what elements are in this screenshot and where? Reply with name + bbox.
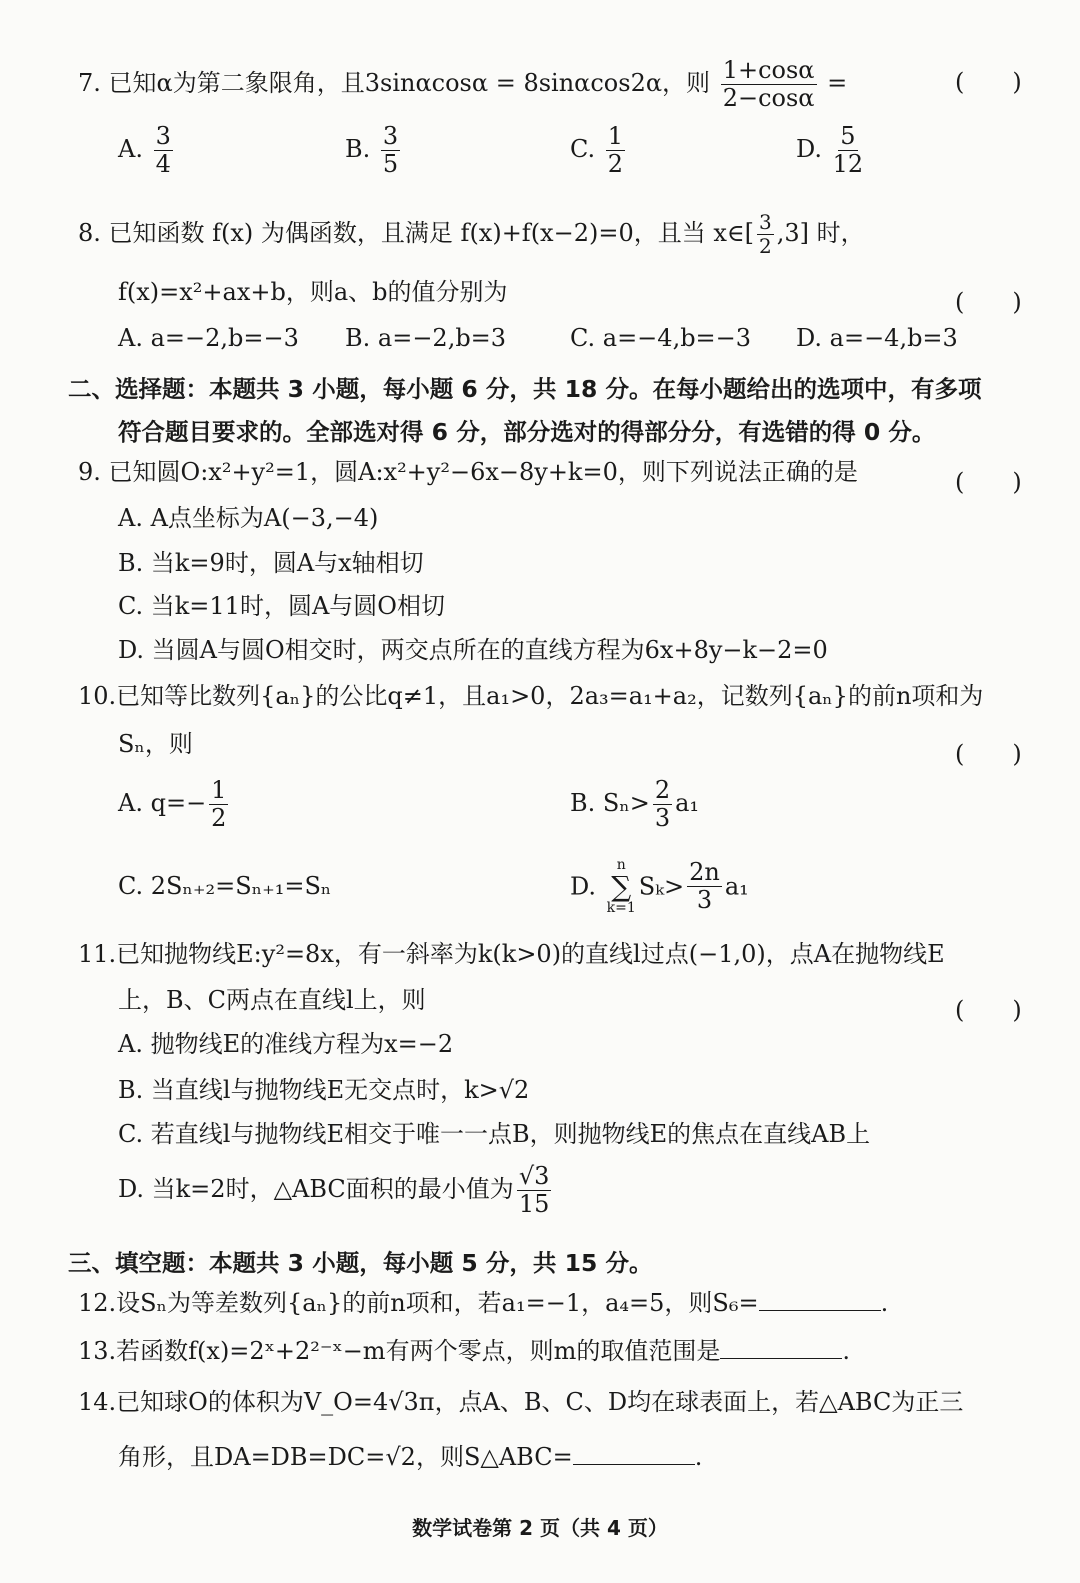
q10-sum-symbol: ∑ xyxy=(611,869,632,903)
q8-answer-paren: ( ) xyxy=(955,288,1022,316)
q7-c-num: 1 xyxy=(607,122,624,150)
q11-line2: 上，B、C两点在直线l上，则 xyxy=(118,986,426,1014)
q10-d-sum xyxy=(607,858,636,915)
q7-option-a-label: A. xyxy=(118,135,143,164)
q13-line xyxy=(78,1338,850,1363)
q8-option-b: B. a=−2,b=3 xyxy=(345,324,507,352)
q8-stem-a: 8. 已知函数 f(x) 为偶函数，且满足 f(x)+f(x−2)=0，且当 x∈[ xyxy=(78,219,755,247)
q8-stem-line xyxy=(78,212,865,257)
q7-option-c-label: C. xyxy=(570,135,596,164)
q14-line2 xyxy=(118,1444,702,1469)
q10-b-num: 2 xyxy=(654,776,671,804)
q11-stem: 11.已知抛物线E:y²=8x，有一斜率为k(k>0)的直线l过点(−1,0)，点A在抛物线E xyxy=(78,940,945,968)
q11-option-d xyxy=(118,1164,554,1217)
q7-a-num: 3 xyxy=(155,122,171,150)
q11-d-pre: D. 当k=2时，△ABC面积的最小值为 xyxy=(118,1175,514,1204)
q11-d-den: 15 xyxy=(518,1190,550,1219)
q13-text: 13.若函数f(x)=2ˣ+2²⁻ˣ−m有两个零点，则m的取值范围是 xyxy=(78,1337,721,1365)
q10-d-mid: Sₖ> xyxy=(638,872,685,901)
q10-a-den: 2 xyxy=(211,804,227,833)
q14-end: . xyxy=(694,1443,703,1471)
q7-a-den: 4 xyxy=(155,150,171,179)
q8-frac-den: 2 xyxy=(759,234,772,258)
q7-option-d-label: D. xyxy=(796,135,823,164)
q9-option-b: B. 当k=9时，圆A与x轴相切 xyxy=(118,549,424,577)
q10-b-den: 3 xyxy=(654,804,671,833)
q7-frac-den: 2−cosα xyxy=(722,84,815,113)
q14-line1: 14.已知球O的体积为V_O=4√3π，点A、B、C、D均在球表面上，若△ABC为正三 xyxy=(78,1388,964,1416)
q9-option-c: C. 当k=11时，圆A与圆O相切 xyxy=(118,592,445,620)
q7-stem-line xyxy=(78,58,847,111)
q8-line2: f(x)=x²+ax+b，则a、b的值分别为 xyxy=(118,278,508,306)
q12-answer-blank[interactable] xyxy=(759,1290,881,1311)
q10-d-pre: D. xyxy=(570,872,597,901)
q14-text: 角形，且DA=DB=DC=√2，则S△ABC= xyxy=(118,1443,573,1471)
q10-sum-top: n xyxy=(616,857,626,873)
q9-option-d: D. 当圆A与圆O相交时，两交点所在的直线方程为6x+8y−k−2=0 xyxy=(118,636,828,664)
page-footer: 数学试卷第 2 页（共 4 页） xyxy=(412,1516,668,1540)
q8-option-a: A. a=−2,b=−3 xyxy=(118,324,299,352)
q10-d-post: a₁ xyxy=(724,872,749,901)
q7-d-num: 5 xyxy=(840,122,856,150)
q8-fraction xyxy=(757,212,774,257)
q7-d-den: 12 xyxy=(832,150,864,179)
q10-stem: 10.已知等比数列{aₙ}的公比q≠1，且a₁>0，2a₃=a₁+a₂，记数列{aₙ}的前n项和为 xyxy=(78,682,984,710)
q7-b-num: 3 xyxy=(382,122,399,150)
q9-option-a: A. A点坐标为A(−3,−4) xyxy=(118,504,379,532)
q10-d-frac xyxy=(687,860,722,913)
q7-b-den: 5 xyxy=(382,150,399,179)
q10-b-pre: B. Sₙ> xyxy=(570,789,650,818)
q8-frac-num: 3 xyxy=(759,210,772,234)
q11-d-num: √3 xyxy=(518,1162,550,1190)
q7-stem: 7. 已知α为第二象限角，且3sinαcosα = 8sinαcos2α，则 xyxy=(78,69,711,98)
q10-line2: Sₙ，则 xyxy=(118,730,193,758)
q10-option-a xyxy=(118,778,231,831)
q7-option-d-frac xyxy=(833,124,864,177)
q11-answer-paren: ( ) xyxy=(955,996,1022,1024)
q13-answer-blank[interactable] xyxy=(720,1338,842,1359)
q7-option-c xyxy=(570,124,628,177)
q10-a-frac xyxy=(209,778,228,831)
q11-option-b: B. 当直线l与抛物线E无交点时，k>√2 xyxy=(118,1076,530,1104)
q11-option-a: A. 抛物线E的准线方程为x=−2 xyxy=(118,1030,454,1058)
q10-answer-paren: ( ) xyxy=(955,740,1022,768)
q7-option-a-frac xyxy=(154,124,173,177)
q10-option-b xyxy=(570,778,699,831)
q7-c-den: 2 xyxy=(607,150,624,179)
section2-instructions: 符合题目要求的。全部选对得 6 分，部分选对的得部分分，有选错的得 0 分。 xyxy=(118,418,936,446)
q9-answer-paren: ( ) xyxy=(955,468,1022,496)
q8-stem-b: ,3] 时， xyxy=(776,219,865,247)
q7-eq: = xyxy=(827,69,848,98)
q8-option-d: D. a=−4,b=3 xyxy=(796,324,958,352)
q12-end: . xyxy=(880,1289,889,1317)
section2-heading: 二、选择题：本题共 3 小题，每小题 6 分，共 18 分。在每小题给出的选项中，有多项 xyxy=(68,375,982,403)
q10-option-c: C. 2Sₙ₊₂=Sₙ₊₁=Sₙ xyxy=(118,872,332,900)
q14-answer-blank[interactable] xyxy=(573,1444,695,1465)
q7-fraction xyxy=(721,58,817,111)
q8-option-c: C. a=−4,b=−3 xyxy=(570,324,752,352)
q7-option-a xyxy=(118,124,176,177)
q12-text: 12.设Sₙ为等差数列{aₙ}的前n项和，若a₁=−1，a₄=5，则S₆= xyxy=(78,1289,759,1317)
q7-frac-num: 1+cosα xyxy=(722,56,815,84)
q10-d-num: 2n xyxy=(689,858,720,886)
q10-option-d xyxy=(570,858,749,915)
q11-option-c: C. 若直线l与抛物线E相交于唯一一点B，则抛物线E的焦点在直线AB上 xyxy=(118,1120,871,1148)
q10-b-post: a₁ xyxy=(675,789,700,818)
q7-option-d xyxy=(796,124,866,177)
q10-a-pre: A. q=− xyxy=(118,789,207,818)
q7-option-b-label: B. xyxy=(345,135,371,164)
q10-b-frac xyxy=(653,778,672,831)
q7-option-b xyxy=(345,124,403,177)
q7-option-b-frac xyxy=(381,124,400,177)
section3-heading: 三、填空题：本题共 3 小题，每小题 5 分，共 15 分。 xyxy=(68,1249,653,1277)
q10-a-num: 1 xyxy=(211,776,227,804)
q12-line xyxy=(78,1290,888,1315)
q9-stem: 9. 已知圆O:x²+y²=1，圆A:x²+y²−6x−8y+k=0，则下列说法正确的是 xyxy=(78,458,858,486)
q11-d-frac xyxy=(517,1164,552,1217)
q7-answer-paren: ( ) xyxy=(955,68,1022,96)
q7-option-c-frac xyxy=(606,124,625,177)
q13-end: . xyxy=(842,1337,850,1365)
q10-d-den: 3 xyxy=(696,886,713,915)
q10-sum-bottom: k=1 xyxy=(606,899,636,916)
